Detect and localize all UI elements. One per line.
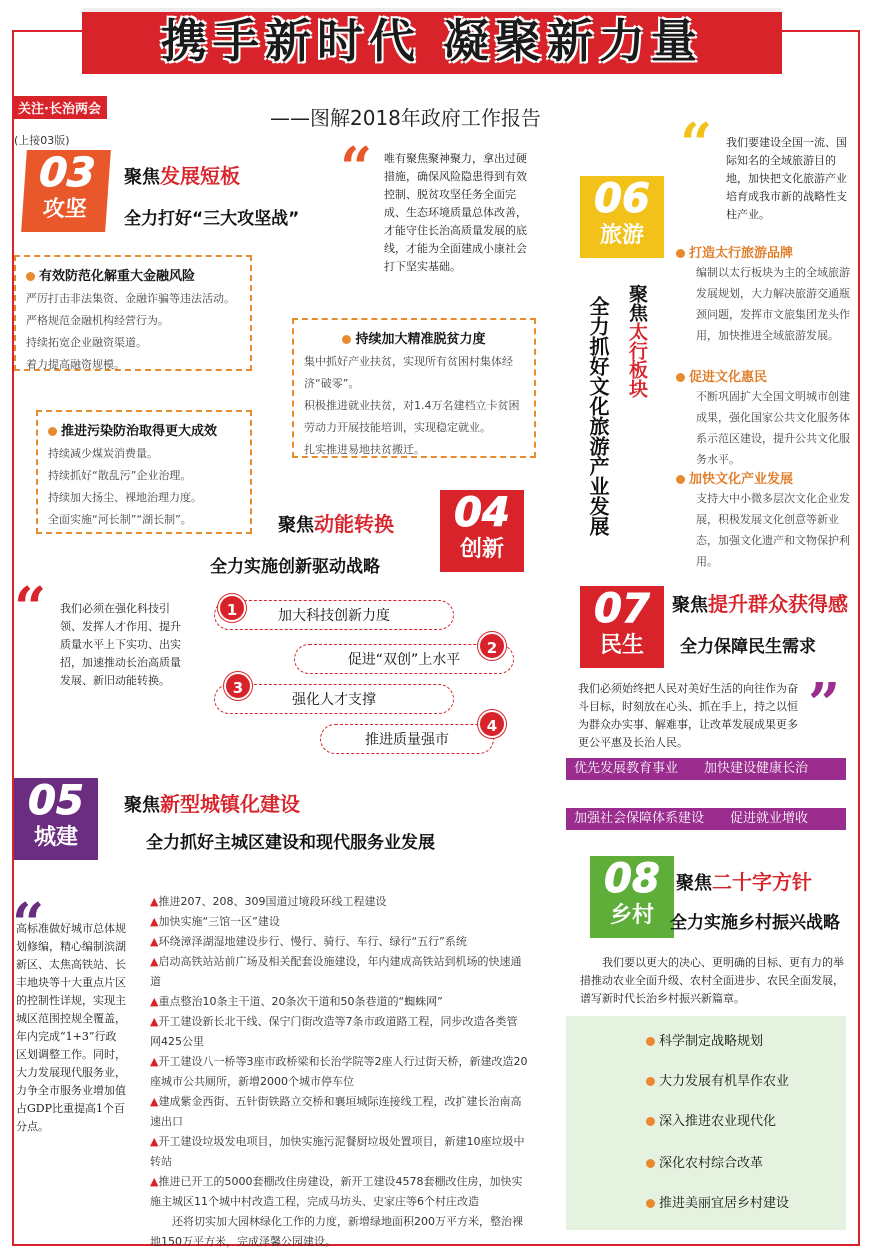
- s04-num-4: 4: [478, 710, 506, 738]
- num-badge-06: 06 旅游: [580, 176, 664, 258]
- list-item: ▲加快实施“三馆一区”建设: [150, 915, 280, 928]
- list-item: ▲开工建设垃圾发电项目，加快实施污泥餐厨垃圾处置项目，新建10座垃圾中转站: [150, 1135, 525, 1168]
- quote-open-icon: “: [680, 111, 713, 177]
- quote-open-icon: “: [12, 891, 45, 957]
- quote-close-icon: ”: [808, 671, 841, 737]
- s07-bar-2: 加强社会保障体系建设 促进就业增收: [566, 808, 846, 830]
- s06-quote: 我们要建设全国一流、国际知名的全域旅游目的地，加快把文化旅游产业培育成我市新的战略性支柱产业。: [726, 136, 847, 221]
- s07-headline: 全力保障民生需求: [680, 637, 816, 657]
- list-item: ▲环绕漳泽湖湿地建设步行、慢行、骑行、车行、绿行“五行”系统: [150, 935, 467, 948]
- s08-item-2: 大力发展有机旱作农业: [646, 1070, 789, 1089]
- num-badge-07: 07 民生: [580, 586, 664, 668]
- s04-headline: 全力实施创新驱动战略: [210, 557, 380, 577]
- s08-item-1: 科学制定战略规划: [646, 1030, 763, 1049]
- list-item: ▲建成紫金西街、五针街铁路立交桥和襄垣城际连接线工程，改扩建长治南高速出口: [150, 1095, 522, 1128]
- quote-open-icon: “: [14, 575, 47, 641]
- s04-item-3: 强化人才支撑: [214, 684, 454, 714]
- s04-item-2: 促进“双创”上水平: [294, 644, 514, 674]
- bullet-dot-icon: [342, 335, 351, 344]
- s04-item-1: 加大科技创新力度: [214, 600, 454, 630]
- s06-item-title-3: 加快文化产业发展: [676, 468, 793, 487]
- s03-focus: 聚焦发展短板: [124, 164, 240, 188]
- s08-focus: 聚焦二十字方针: [676, 870, 812, 894]
- list-item: ▲重点整治10条主干道、20条次干道和50条巷道的“蜘蛛网”: [150, 995, 443, 1008]
- s07-bar-1: 优先发展教育事业 加快建设健康长治: [566, 758, 846, 780]
- list-item: ▲开工建设八一桥等3座市政桥梁和长治学院等2座人行过街天桥，新建改造20座城市公共厕所，新增2000个城市停车位: [150, 1055, 528, 1088]
- s06-headline: 全力抓好文化旅游产业发展: [586, 296, 610, 536]
- s03-box-finance: 有效防范化解重大金融风险 严厉打击非法集资、金融诈骗等违法活动。 严格规范金融机构经营行为。 持续拓宽企业融资渠道。 着力提高融资规模。: [14, 255, 252, 371]
- s03-quote: 唯有聚焦聚神聚力，拿出过硬措施，确保风险隐患得到有效控制、脱贫攻坚任务全面完成、生态环境质量总体改善，才能守住长治高质量发展的底线，才能为全面建成小康社会打下坚实基础。: [384, 152, 527, 273]
- s06-item-text-3: 支持大中小微多层次文化企业发展，积极发展文化创意等新业态，加强文化遗产和文物保护利用。: [696, 492, 850, 568]
- s05-headline: 全力抓好主城区建设和现代服务业发展: [146, 833, 435, 853]
- s04-quote: 我们必须在强化科技引领、发挥人才作用、提升质量水平上下实功、出实招，加速推动长治高质量发展、新旧动能转换。: [60, 602, 181, 687]
- list-item: 还将切实加大园林绿化工作的力度，新增绿地面积200万平方米，整治裸地150万平方米，完成泽馨公园建设。: [150, 1215, 523, 1248]
- num-badge-04: 04 创新: [440, 490, 524, 572]
- s04-num-2: 2: [478, 632, 506, 660]
- bullet-dot-icon: [26, 272, 35, 281]
- continued-note: (上接03版): [14, 134, 70, 147]
- s05-list: [150, 892, 528, 1252]
- page-subtitle: ——图解2018年政府工作报告: [270, 106, 541, 130]
- s04-item-4: 推进质量强市: [320, 724, 494, 754]
- s06-item-text-1: 编制以太行板块为主的全域旅游发展规划，大力解决旅游交通瓶颈问题，发挥市文旅集团龙头作用，加快推进全域旅游发展。: [696, 266, 850, 342]
- s03-box-poverty: 持续加大精准脱贫力度 集中抓好产业扶贫，实现所有贫困村集体经济“破零”。 积极推进就业扶贫，对1.4万名建档立卡贫困劳动力开展技能培训，实现稳定就业。 扎实推进易地扶贫搬迁。: [292, 318, 536, 458]
- s06-item-text-2: 不断巩固扩大全国文明城市创建成果，强化国家公共文化服务体系示范区建设，提升公共文化服务水平。: [696, 390, 850, 466]
- s08-item-3: 深入推进农业现代化: [646, 1110, 776, 1129]
- s04-focus: 聚焦动能转换: [278, 512, 394, 536]
- s08-item-5: 推进美丽宜居乡村建设: [646, 1192, 789, 1211]
- section-tag: 关注·长治两会: [12, 96, 107, 119]
- s07-quote: 我们必须始终把人民对美好生活的向往作为奋斗目标，时刻放在心头、抓在手上，持之以恒为群众办实事、解难事，让改革发展成果更多更公平惠及长治人民。: [578, 682, 798, 749]
- list-item: ▲推进207、208、309国道过境段环线工程建设: [150, 895, 387, 908]
- num-badge-05: 05 城建: [14, 778, 98, 860]
- list-item: ▲启动高铁站站前广场及相关配套设施建设，年内建成高铁站到机场的快速通道: [150, 955, 522, 988]
- s03-box-pollution: 推进污染防治取得更大成效 持续减少煤炭消费量。 持续抓好“散乱污”企业治理。 持续加大扬尘、裸地治理力度。 全面实施“河长制”“湖长制”。: [36, 410, 252, 534]
- s05-quote: 高标准做好城市总体规划修编，精心编制滨湖新区、太焦高铁站、长丰地块等十大重点片区的控制性详规，实现主城区范围控规全覆盖，年内完成“1+3”行政区划调整工作。同时，大力发展现代服务业，力争全市服务业增加值占GDP比重提高1个百分点。: [16, 922, 126, 1133]
- s06-item-title-1: 打造太行旅游品牌: [676, 242, 793, 261]
- s05-focus: 聚焦新型城镇化建设: [124, 792, 300, 816]
- s08-item-4: 深化农村综合改革: [646, 1152, 763, 1171]
- s08-headline: 全力实施乡村振兴战略: [670, 913, 840, 933]
- banner-title: 携手新时代 凝聚新力量: [82, 8, 782, 74]
- s08-panel: [566, 1016, 846, 1230]
- s04-num-1: 1: [218, 594, 246, 622]
- list-item: ▲推进已开工的5000套棚改住房建设，新开工建设4578套棚改住房，加快实施主城区11个城中村改造工程，完成马坊头、史家庄等6个村庄改造: [150, 1175, 523, 1208]
- quote-open-icon: “: [340, 135, 373, 201]
- s08-quote: 我们要以更大的决心、更明确的目标、更有力的举措推动农业全面升级、农村全面进步、农民全面发展，谱写新时代长治乡村振兴新篇章。: [580, 956, 844, 1005]
- list-item: ▲开工建设新长北干线、保宁门街改造等7条市政道路工程，同步改造各类管网425公里: [150, 1015, 518, 1048]
- bullet-dot-icon: [48, 427, 57, 436]
- num-badge-03: 03 攻坚: [21, 150, 111, 232]
- s07-focus: 聚焦提升群众获得感: [672, 592, 848, 616]
- s03-headline: 全力打好“三大攻坚战”: [124, 209, 300, 229]
- s06-focus: 聚焦太行板块: [626, 284, 648, 398]
- s06-item-title-2: 促进文化惠民: [676, 366, 767, 385]
- s04-num-3: 3: [224, 672, 252, 700]
- num-badge-08: 08 乡村: [590, 856, 674, 938]
